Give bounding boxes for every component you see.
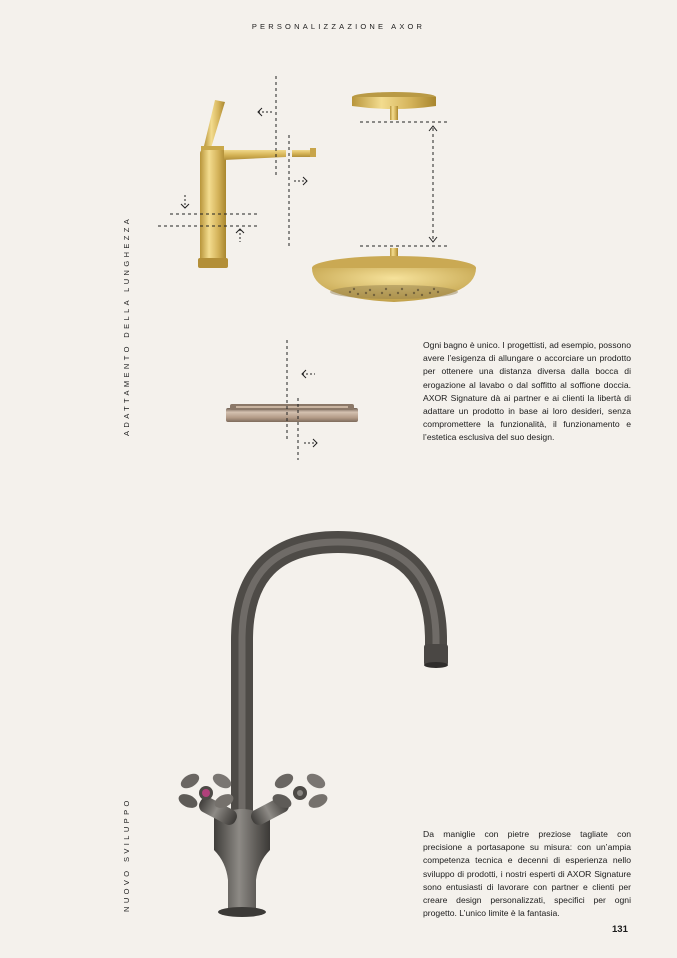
arrow-icons-faucet: [181, 108, 307, 242]
steel-cross-handle-faucet-illustration: [176, 542, 448, 917]
page-header: PERSONALIZZAZIONE AXOR: [251, 22, 426, 31]
bronze-soap-dish-illustration: [226, 404, 358, 422]
dimension-guides-shower: [360, 122, 450, 246]
section-body-length-adaptation: Ogni bagno è unico. I progettisti, ad esempio, possono avere l’esigenza di allungare o accorciare un prodotto per ottenere una distanza diversa dalla bocca di erogazione al lavabo o dal soffitto al soffione doccia. AXOR Signature dà ai partner e ai clienti la libertà di adattare un prodotto in base ai loro desideri, senza compromettere la funzionalità, il funzionamento e l’estetica esclusiva del suo design.: [423, 340, 631, 443]
section-title-length-adaptation: ADATTAMENTO DELLA LUNGHEZZA: [122, 215, 131, 436]
section-title-new-development: NUOVO SVILUPPO: [122, 797, 131, 912]
gold-overhead-shower-illustration: [312, 92, 476, 302]
dimension-guides-soap-dish: [287, 340, 298, 460]
page-number: 131: [612, 924, 628, 935]
section-body-new-development: Da maniglie con pietre preziose tagliate con precisione a portasapone su misura: con un’ampia competenza tecnica e decenni di esperienza nello sviluppo di prodotti, i nostri esperti di AXOR Signature sono entusiasti di lavorare con partner e clienti per creare design personalizzati, specifici per ogni progetto. L’unico limite è la fantasia.: [423, 829, 631, 919]
gold-basin-faucet-illustration: [198, 100, 316, 268]
